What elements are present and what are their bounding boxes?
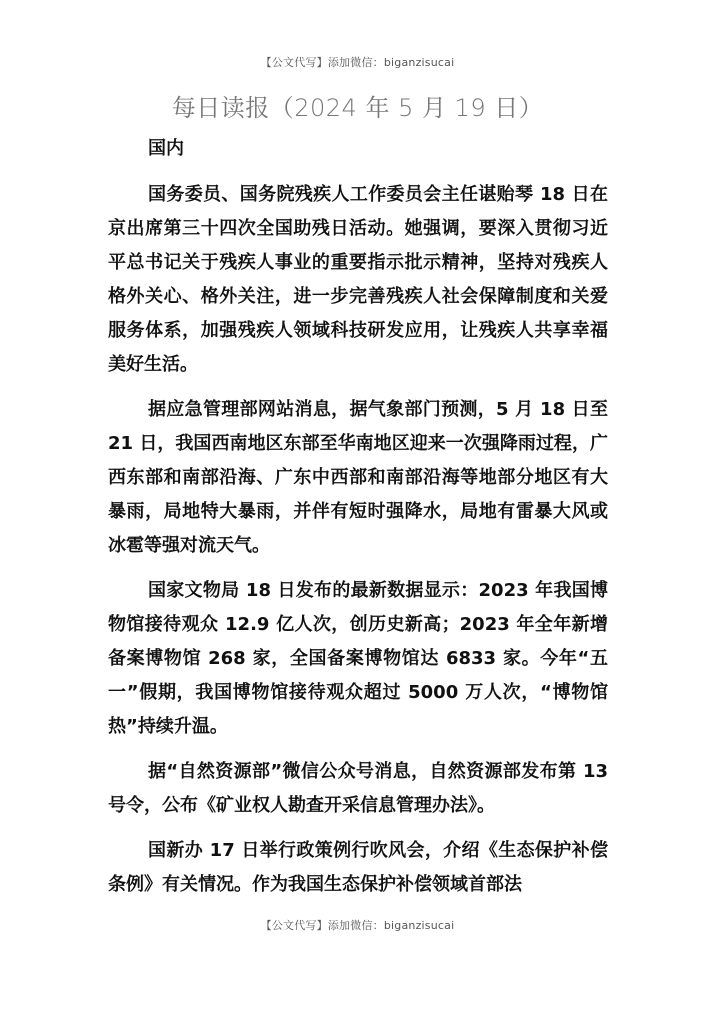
article-body (108, 133, 608, 913)
footer-watermark-note: 【公文代写】添加微信：biganzisucai (260, 919, 455, 932)
paragraph-heavy-rain: 据应急管理部网站消息，据气象部门预测，5 月 18 日至 21 日，我国西南地区东部至华南地区迎来一次强降雨过程，广西东部和南部沿海、广东中西部和南部沿海等地部分地区有大暴雨，局地特大暴雨，并伴有短时强降水，局地有雷暴大风或冰雹等强对流天气。 (108, 399, 608, 556)
paragraph-disability-day: 国务委员、国务院残疾人工作委员会主任谌贻琴 18 日在京出席第三十四次全国助残日活动。她强调，要深入贯彻习近平总书记关于残疾人事业的重要指示批示精神，坚持对残疾人格外关心、格外关注，进一步完善残疾人社会保障制度和关爱服务体系，加强残疾人领域科技研发应用，让残疾人共享幸福美好生活。 (108, 184, 608, 375)
page-title: 每日读报（2024 年 5 月 19 日） (171, 94, 544, 122)
paragraph-mining-rights: 据“自然资源部”微信公众号消息，自然资源部发布第 13 号令，公布《矿业权人勘查开采信息管理办法》。 (108, 761, 608, 816)
header-watermark-note: 【公文代写】添加微信：biganzisucai (260, 56, 455, 69)
paragraph-museum-data: 国家文物局 18 日发布的最新数据显示：2023 年我国博物馆接待观众 12.9 亿人次，创历史新高；2023 年全年新增备案博物馆 268 家，全国备案博物馆达 6833 家。今年“五一”假期，我国博物馆接待观众超过 5000 万人次，“博物馆热”持续升温。 (108, 580, 608, 737)
paragraph-eco-compensation: 国新办 17 日举行政策例行吹风会，介绍《生态保护补偿条例》有关情况。作为我国生态保护补偿领域首部法 (108, 840, 608, 895)
section-heading-domestic: 国内 (148, 138, 184, 159)
